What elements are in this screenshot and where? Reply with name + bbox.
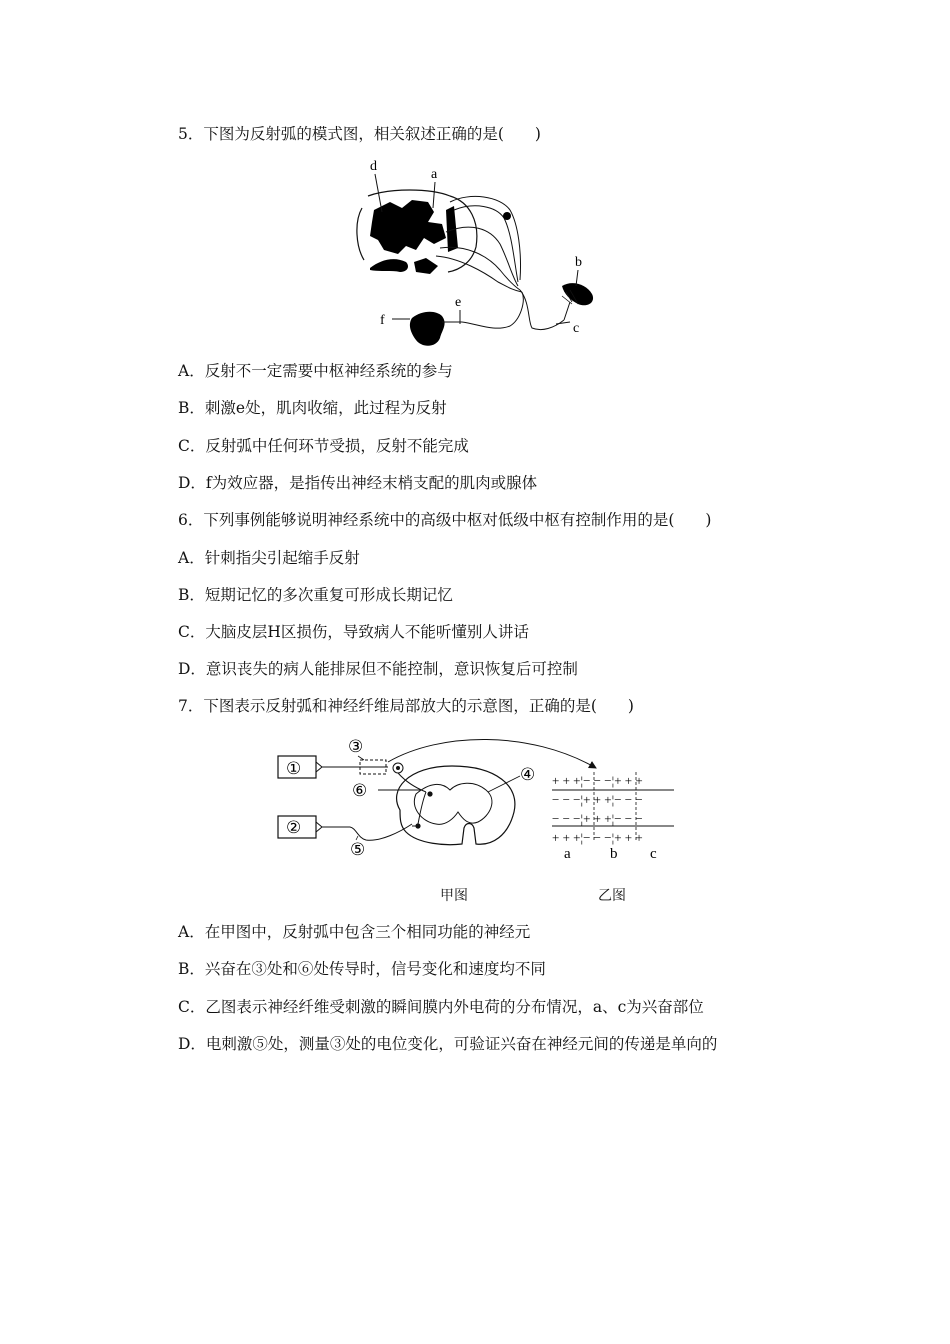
- q5-label-e: e: [455, 295, 462, 310]
- q6-option-d: D．意识丧失的病人能排尿但不能控制，意识恢复后可控制: [178, 660, 578, 678]
- q6-option-c: C．大脑皮层H区损伤，导致病人不能听懂别人讲话: [178, 623, 529, 641]
- q7-figure: [270, 732, 690, 872]
- q7-stem: 7．下图表示反射弧和神经纤维局部放大的示意图，正确的是( ): [178, 697, 634, 715]
- q7-charge-row-4: + + +¦− − −¦+ + +: [552, 830, 643, 845]
- q7-charge-row-1: + + +¦− − −¦+ + +: [552, 773, 643, 788]
- q5-stem: 5．下图为反射弧的模式图，相关叙述正确的是( ): [178, 125, 541, 143]
- q7-label-1: ①: [286, 759, 302, 778]
- q5-label-c: c: [573, 321, 580, 336]
- q7-caption-right: 乙图: [598, 888, 626, 904]
- ganglion-cell: [503, 212, 511, 220]
- q5-label-a: a: [431, 167, 438, 182]
- q7-label-a: a: [564, 846, 571, 862]
- q7-option-b: B．兴奋在③处和⑥处传导时，信号变化和速度均不同: [178, 960, 546, 978]
- q7-label-3: ③: [348, 737, 364, 756]
- q6-option-a: A．针刺指尖引起缩手反射: [178, 549, 360, 567]
- q5-option-b: B．刺激e处，肌肉收缩，此过程为反射: [178, 399, 447, 417]
- q5-option-a: A．反射不一定需要中枢神经系统的参与: [178, 362, 453, 380]
- q7-label-c: c: [650, 846, 657, 862]
- q6-stem: 6．下列事例能够说明神经系统中的高级中枢对低级中枢有控制作用的是( ): [178, 511, 712, 529]
- q7-caption-left: 甲图: [440, 888, 468, 904]
- q7-option-c: C．乙图表示神经纤维受刺激的瞬间膜内外电荷的分布情况，a、c为兴奋部位: [178, 998, 704, 1016]
- q7-label-5: ⑤: [350, 840, 366, 859]
- q7-option-a: A．在甲图中，反射弧中包含三个相同功能的神经元: [178, 923, 531, 941]
- q7-charge-row-3: − − −¦+ + +¦− − −: [552, 811, 643, 826]
- q6-option-b: B．短期记忆的多次重复可形成长期记忆: [178, 586, 453, 604]
- q7-label-2: ②: [286, 818, 302, 837]
- q5-reflex-arc-figure: [350, 152, 610, 352]
- q5-label-b: b: [575, 255, 582, 270]
- q5-option-d: D．f为效应器，是指传出神经末梢支配的肌肉或腺体: [178, 474, 538, 492]
- q7-label-6: ⑥: [352, 781, 368, 800]
- q5-label-d: d: [370, 159, 377, 174]
- q7-charge-row-2: − − −¦+ + +¦− − −: [552, 792, 643, 807]
- q7-option-d: D．电刺激⑤处，测量③处的电位变化，可验证兴奋在神经元间的传递是单向的: [178, 1035, 718, 1053]
- q5-option-c: C．反射弧中任何环节受损，反射不能完成: [178, 437, 469, 455]
- q7-label-b: b: [610, 846, 618, 862]
- q7-label-4: ④: [520, 765, 536, 784]
- q5-label-f: f: [380, 313, 385, 328]
